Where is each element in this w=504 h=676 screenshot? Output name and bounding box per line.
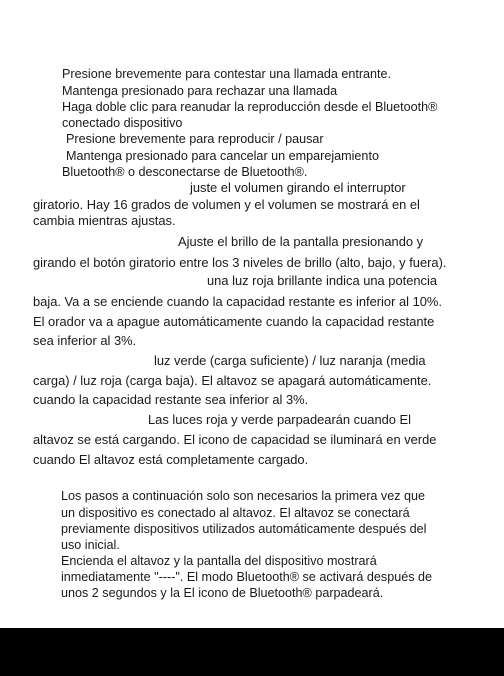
text-line: cuando la capacidad restante sea inferior al 3%. bbox=[33, 392, 309, 407]
text-line: una luz roja brillante indica una potencia bbox=[207, 273, 438, 288]
text-line: Mantenga presionado para cancelar un emparejamiento bbox=[66, 149, 379, 163]
text-line: Presione brevemente para contestar una llamada entrante. bbox=[62, 67, 392, 81]
text-line: Ajuste el brillo de la pantalla presionando y bbox=[178, 234, 424, 249]
text-line: Bluetooth® o desconectarse de Bluetooth®. bbox=[62, 165, 308, 179]
text-line: uso inicial. bbox=[61, 538, 120, 552]
text-line: inmediatamente "----". El modo Bluetooth® se activará después de bbox=[61, 570, 433, 584]
text-line: cambia mientras ajustas. bbox=[33, 213, 176, 228]
text-line: sea inferior al 3%. bbox=[33, 333, 137, 348]
text-line: previamente dispositivos utilizados automáticamente después del bbox=[61, 522, 427, 536]
text-line: cuando El altavoz está completamente cargado. bbox=[33, 452, 309, 467]
text-line: Haga doble clic para reanudar la reproducción desde el Bluetooth® bbox=[62, 100, 438, 114]
text-line: carga) / luz roja (carga baja). El altavoz se apagará automáticamente. bbox=[33, 373, 432, 388]
text-line: baja. Va a se enciende cuando la capacidad restante es inferior al 10%. bbox=[33, 294, 442, 309]
text-line: unos 2 segundos y la El icono de Bluetooth® parpadeará. bbox=[61, 586, 384, 600]
text-line: giratorio. Hay 16 grados de volumen y el volumen se mostrará en el bbox=[33, 197, 420, 212]
text-line: un dispositivo es conectado al altavoz. El altavoz se conectará bbox=[61, 506, 410, 520]
text-line: conectado dispositivo bbox=[62, 116, 183, 130]
text-line: altavoz se está cargando. El icono de capacidad se iluminará en verde bbox=[33, 432, 437, 447]
text-line: Encienda el altavoz y la pantalla del dispositivo mostrará bbox=[61, 554, 377, 568]
text-line: Los pasos a continuación solo son necesarios la primera vez que bbox=[61, 489, 426, 503]
text-line: luz verde (carga suficiente) / luz naranja (media bbox=[154, 353, 426, 368]
text-line: juste el volumen girando el interruptor bbox=[190, 180, 406, 195]
text-line: Las luces roja y verde parpadearán cuando El bbox=[148, 412, 411, 427]
text-line: El orador va a apague automáticamente cuando la capacidad restante bbox=[33, 314, 435, 329]
text-line: Mantenga presionado para rechazar una llamada bbox=[62, 84, 338, 98]
bottom-black-bar bbox=[0, 628, 504, 676]
text-line: Presione brevemente para reproducir / pausar bbox=[66, 132, 324, 146]
text-line: girando el botón giratorio entre los 3 niveles de brillo (alto, bajo, y fuera). bbox=[33, 255, 447, 270]
